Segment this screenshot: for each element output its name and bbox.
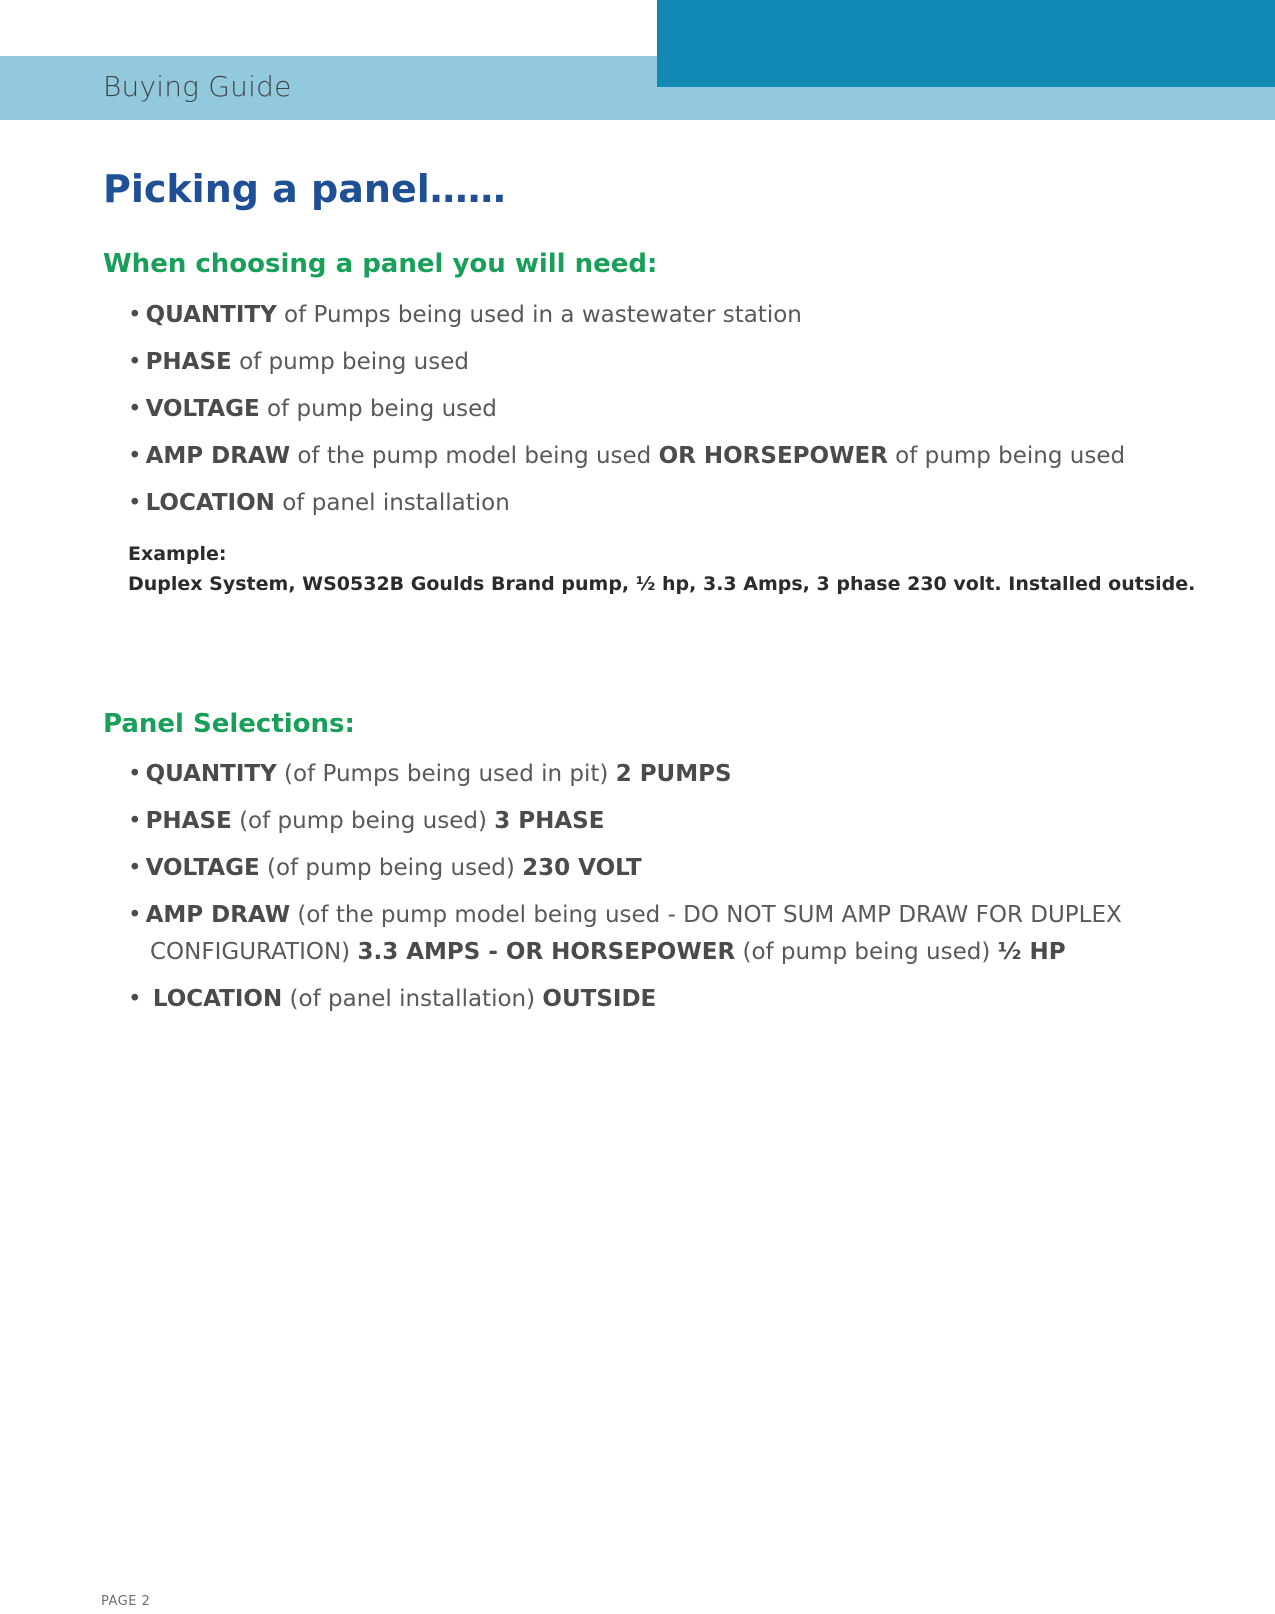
selection-keyword: AMP DRAW xyxy=(145,902,291,928)
bullet-icon: • xyxy=(128,396,142,422)
need-text: of pump being used xyxy=(259,396,497,422)
bullet-icon: • xyxy=(128,761,142,787)
need-heading: When choosing a panel you will need: xyxy=(103,249,658,279)
page-number: PAGE 2 xyxy=(101,1594,151,1609)
bullet-icon: • xyxy=(128,855,142,881)
need-text: of pump being used xyxy=(887,443,1126,469)
bullet-icon: • xyxy=(128,443,142,469)
need-text: of the pump model being used xyxy=(290,443,659,469)
need-keyword: VOLTAGE xyxy=(145,396,260,422)
example-label: Example: xyxy=(128,543,227,565)
selection-item-location xyxy=(128,981,1173,1018)
header-title: Buying Guide xyxy=(103,70,292,103)
selection-value: 2 PUMPS xyxy=(615,761,732,787)
need-text: of pump being used xyxy=(231,349,469,375)
bullet-icon: • xyxy=(128,902,142,928)
need-item-location xyxy=(128,485,1173,522)
need-keyword: PHASE xyxy=(145,349,232,375)
need-text: of panel installation xyxy=(274,490,510,516)
need-keyword: LOCATION xyxy=(145,490,275,516)
bullet-icon: • xyxy=(128,986,142,1012)
selections-heading: Panel Selections: xyxy=(103,709,355,739)
selection-keyword: VOLTAGE xyxy=(145,855,260,881)
selection-value: ½ HP xyxy=(997,939,1066,965)
selection-value: 230 VOLT xyxy=(522,855,642,881)
selection-keyword: QUANTITY xyxy=(145,761,277,787)
need-keyword: OR HORSEPOWER xyxy=(658,443,888,469)
need-item-quantity xyxy=(128,297,1173,334)
selection-item-phase xyxy=(128,803,1173,840)
selections-list xyxy=(128,756,1173,1028)
selection-item-amp-draw xyxy=(128,897,1173,971)
selection-item-quantity xyxy=(128,756,1173,793)
selection-text: (of pump being used) xyxy=(735,939,998,965)
need-item-amp-draw xyxy=(128,438,1173,475)
selection-text: (of the pump model being used - DO NOT SUM AMP DRAW FOR DUPLEX CONFIGURATION) xyxy=(150,902,1122,965)
selection-text: (of pump being used) xyxy=(231,808,495,834)
need-keyword: QUANTITY xyxy=(145,302,277,328)
selection-text: (of Pumps being used in pit) xyxy=(276,761,616,787)
need-text: of Pumps being used in a wastewater station xyxy=(276,302,802,328)
selection-value: 3.3 AMPS - OR HORSEPOWER xyxy=(357,939,736,965)
need-keyword: AMP DRAW xyxy=(145,443,291,469)
need-list xyxy=(128,297,1173,532)
example-block xyxy=(128,539,1196,599)
header-accent-block xyxy=(657,0,1275,87)
selection-value: 3 PHASE xyxy=(494,808,605,834)
bullet-icon: • xyxy=(128,302,142,328)
bullet-icon: • xyxy=(128,808,142,834)
selection-text: (of pump being used) xyxy=(259,855,523,881)
selection-value: OUTSIDE xyxy=(542,986,657,1012)
selection-text: (of panel installation) xyxy=(282,986,543,1012)
need-item-phase xyxy=(128,344,1173,381)
selection-keyword: LOCATION xyxy=(152,986,283,1012)
selection-item-voltage xyxy=(128,850,1173,887)
selection-keyword: PHASE xyxy=(145,808,232,834)
bullet-icon: • xyxy=(128,490,142,516)
example-text: Duplex System, WS0532B Goulds Brand pump, ½ hp, 3.3 Amps, 3 phase 230 volt. Installed outside. xyxy=(128,573,1196,595)
page-title: Picking a panel…… xyxy=(103,167,506,211)
need-item-voltage xyxy=(128,391,1173,428)
bullet-icon: • xyxy=(128,349,142,375)
